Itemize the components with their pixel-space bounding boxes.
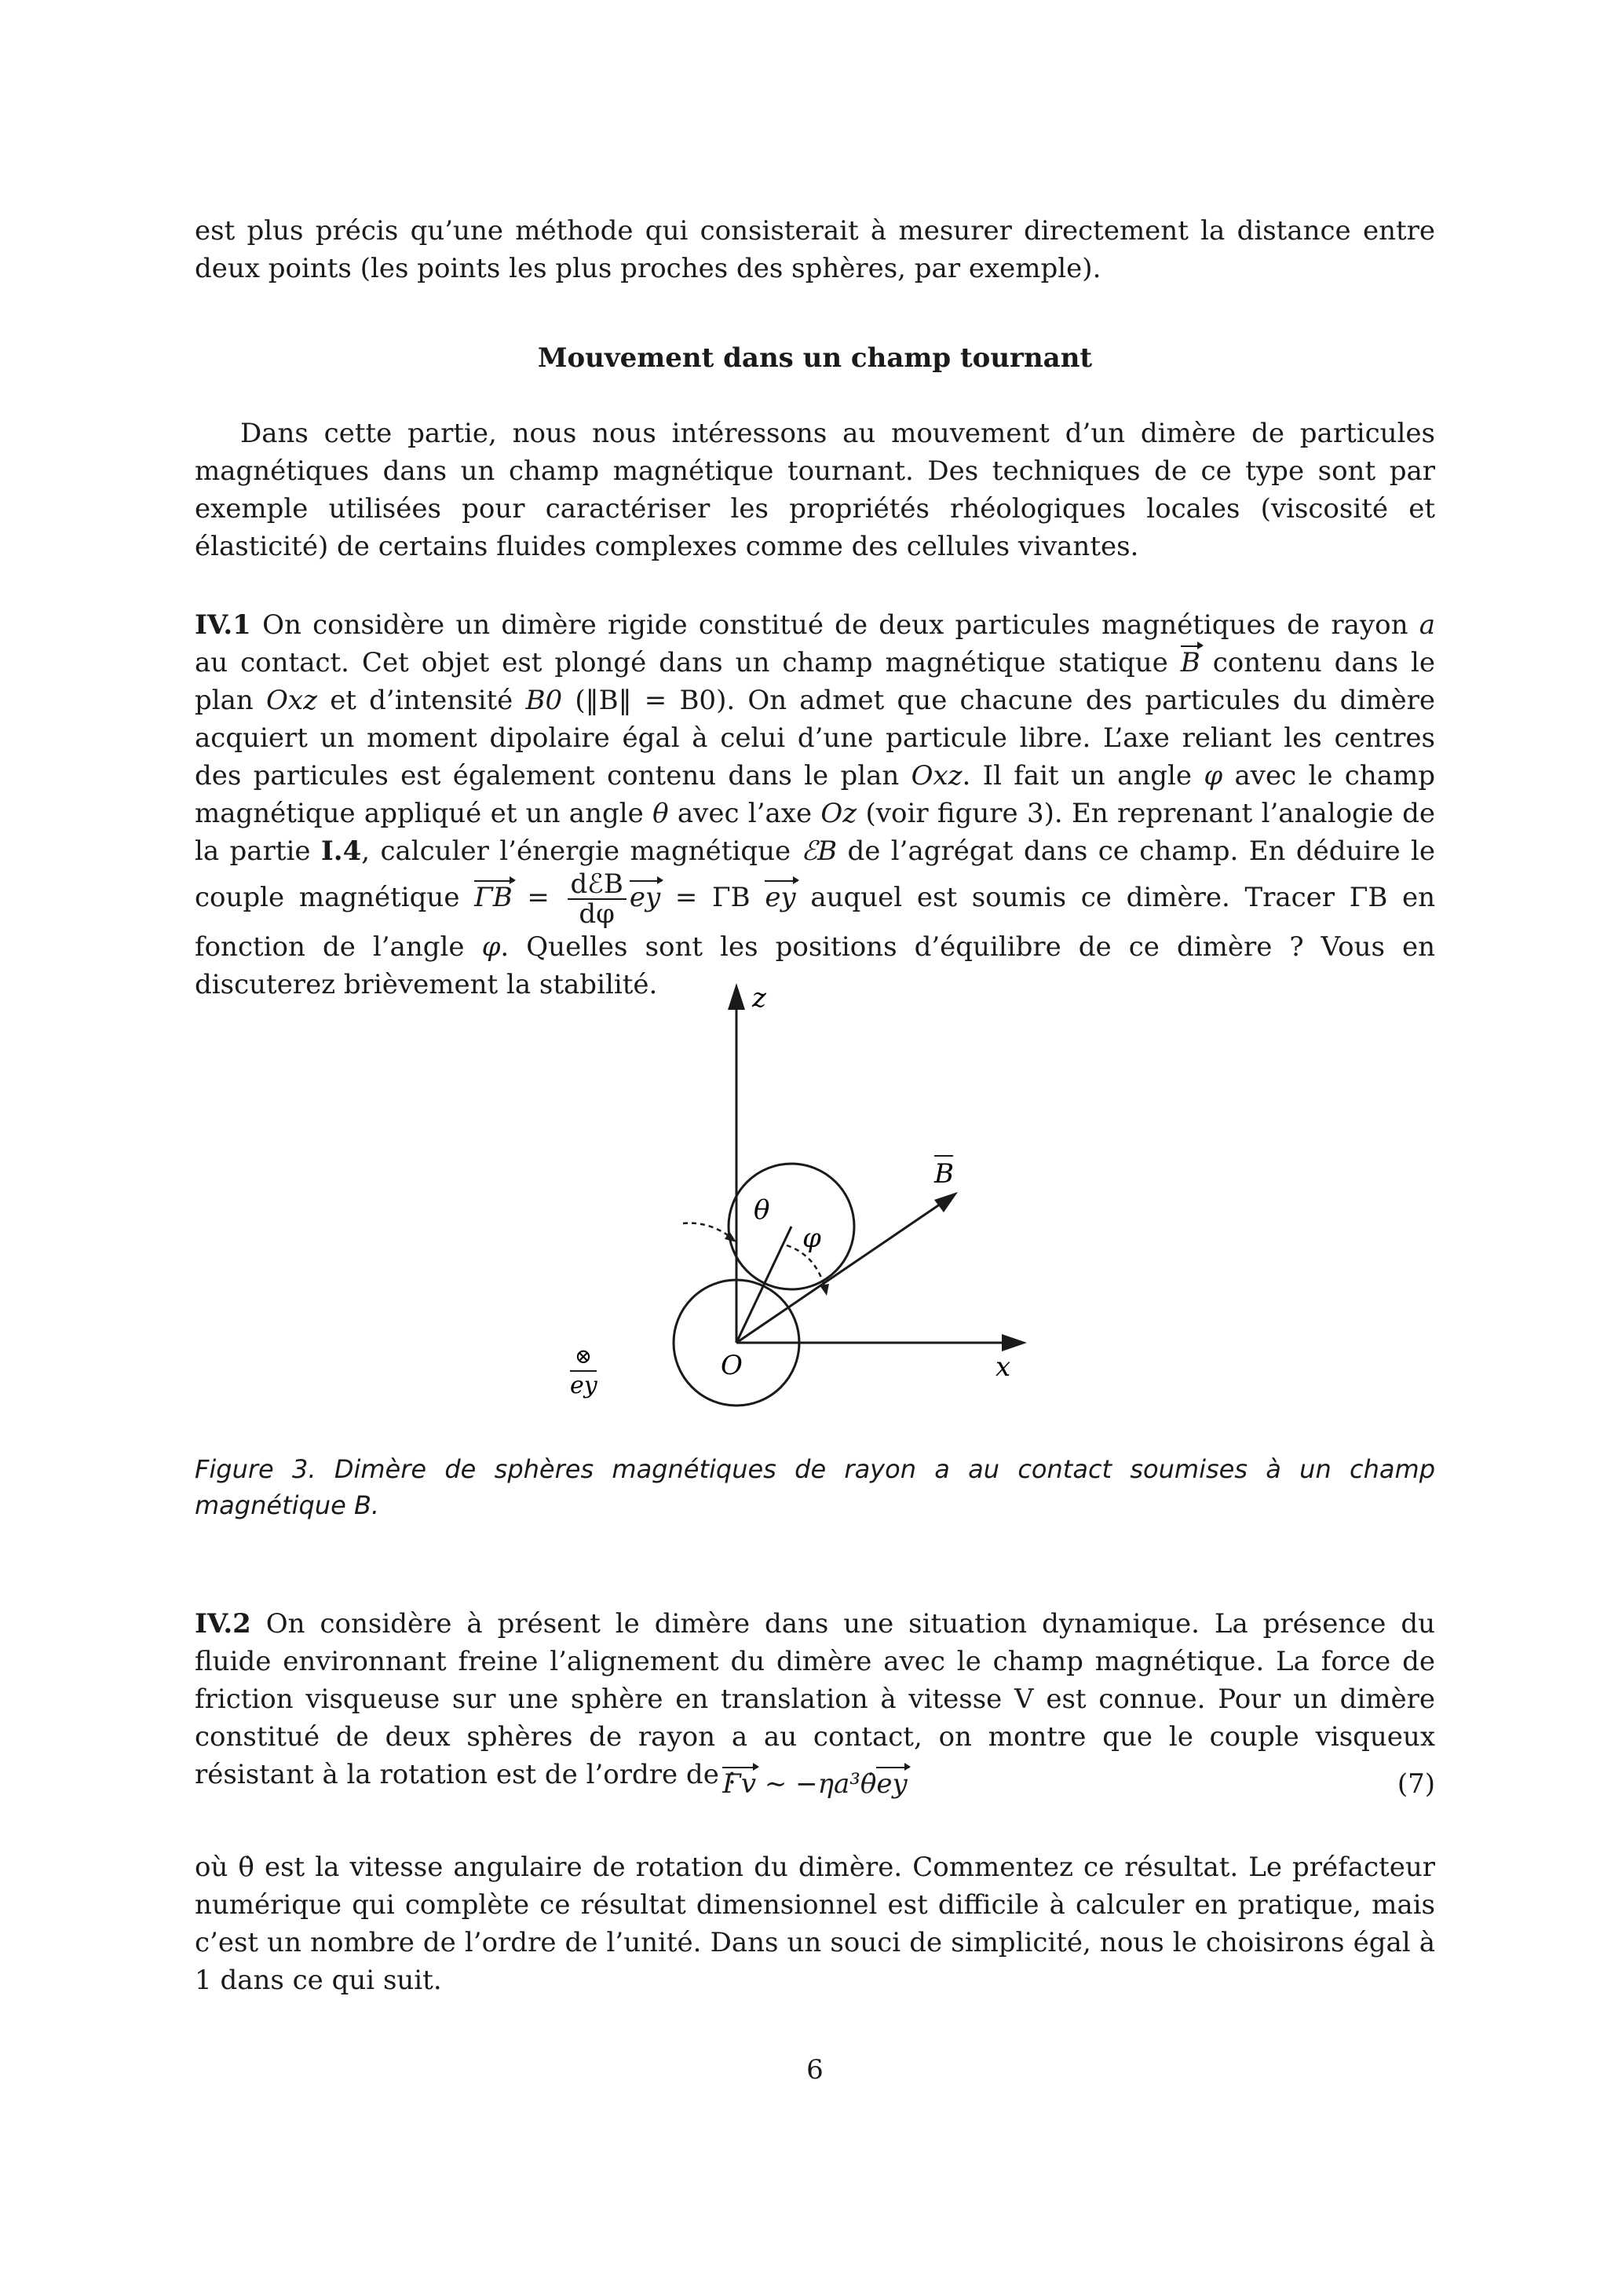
field-label: B [934, 1158, 954, 1190]
vector-ey: ey [876, 1765, 907, 1803]
question-iv1: IV.1 On considère un dimère rigide constitué de deux particules magnétiques de rayon a au contact. Cet objet est plongé dans un champ magnétique statique B contenu dans le plan Oxz et d’intensité B0 (‖B‖ = B0). On admet que chacune des particules du dimère acquiert un moment dipolaire égal à celui d’une particule libre. L’axe reliant les centres des particules est également contenu dans le plan Oxz. Il fait un angle φ avec le champ magnétique appliqué et un angle θ avec l’axe Oz (voir figure 3). En reprenant l’analogie de la partie I.4, calculer l’énergie magnétique ℰB de l’agrégat dans ce champ. En déduire le couple magnétique ΓB = $\frac{\text{dℰB}}{d\varphi}$ ey = ΓB ey auquel est soumis ce dimère. Tracer ΓB en fonction de l’angle φ. Quelles sont les positions d’équilibre de ce dimère ? Vous en discuterez brièvement la stabilité. [195, 609, 1436, 1000]
derivative-fraction: $\frac{\text{dℰB}}{d\varphi}$ [568, 870, 627, 928]
x-axis-arrowhead [1002, 1334, 1027, 1351]
field-arrowhead [934, 1192, 958, 1212]
top-paragraph: est plus précis qu’une méthode qui consisterait à mesurer directement la distance entre deux points (les points les plus proches des sphères, par exemple). [195, 215, 1435, 284]
vector-B: B [1181, 644, 1200, 682]
phi-arc-arrowhead [820, 1284, 829, 1296]
theta-label: θ [754, 1194, 770, 1226]
ey-label: ey [570, 1372, 597, 1399]
theta-arc [683, 1223, 730, 1237]
question-iv2: IV.2 On considère à présent le dimère dans une situation dynamique. La présence du fluide environnant freine l’alignement du dimère avec le champ magnétique. La force de friction visqueuse sur une sphère en translation à vitesse V est connue. Pour un dimère constitué de deux sphères de rayon a au contact, on montre que le couple visqueux résistant à la rotation est de l’ordre de : [195, 1608, 1436, 1790]
page-number: 6 [806, 2054, 824, 2086]
vector-ey: ey [630, 879, 660, 916]
figure-caption: Figure 3. Dimère de sphères magnétiques de rayon a au contact soumises à un champ magnétique B. [195, 1454, 1435, 1520]
section-title: Mouvement dans un champ tournant [537, 342, 1093, 374]
question-label: IV.1 [195, 609, 251, 641]
equation-7 [195, 1765, 1435, 1806]
origin-label: O [721, 1350, 743, 1381]
vector-Gamma-v: Γv [722, 1765, 756, 1803]
axis-z-label: z [752, 982, 766, 1014]
ey-out-of-plane-icon: ⊗ [575, 1345, 592, 1369]
theta-arc-arrowhead [725, 1231, 736, 1242]
intro-paragraph: Dans cette partie, nous nous intéressons au mouvement d’un dimère de particules magnétiques dans un champ magnétique tournant. Des techniques de ce type sont par exemple utilisées pour caractériser les propriétés rhéologiques locales (viscosité et élasticité) de certains fluides complexes comme des cellules vivantes. [195, 418, 1435, 562]
vector-ey: ey [765, 879, 795, 916]
z-axis-arrowhead [728, 983, 745, 1010]
part-reference: I.4 [320, 835, 362, 867]
phi-label: φ [802, 1223, 821, 1254]
figure-3-diagram [565, 974, 1036, 1413]
equation-body: Γv ∼ −ηa³θ̇ey [195, 1765, 1435, 1803]
question-label: IV.2 [195, 1608, 251, 1640]
vector-GammaB: ΓB [474, 879, 513, 916]
final-paragraph: où θ̇ est la vitesse angulaire de rotation du dimère. Commentez ce résultat. Le préfacteur numérique qui complète ce résultat dimensionnel est difficile à calculer en pratique, mais c’est un nombre de l’ordre de l’unité. Dans un souci de simplicité, nous le choisirons égal à 1 dans ce qui suit. [195, 1852, 1435, 1996]
axis-x-label: x [995, 1351, 1011, 1383]
equation-number: (7) [1397, 1768, 1435, 1800]
